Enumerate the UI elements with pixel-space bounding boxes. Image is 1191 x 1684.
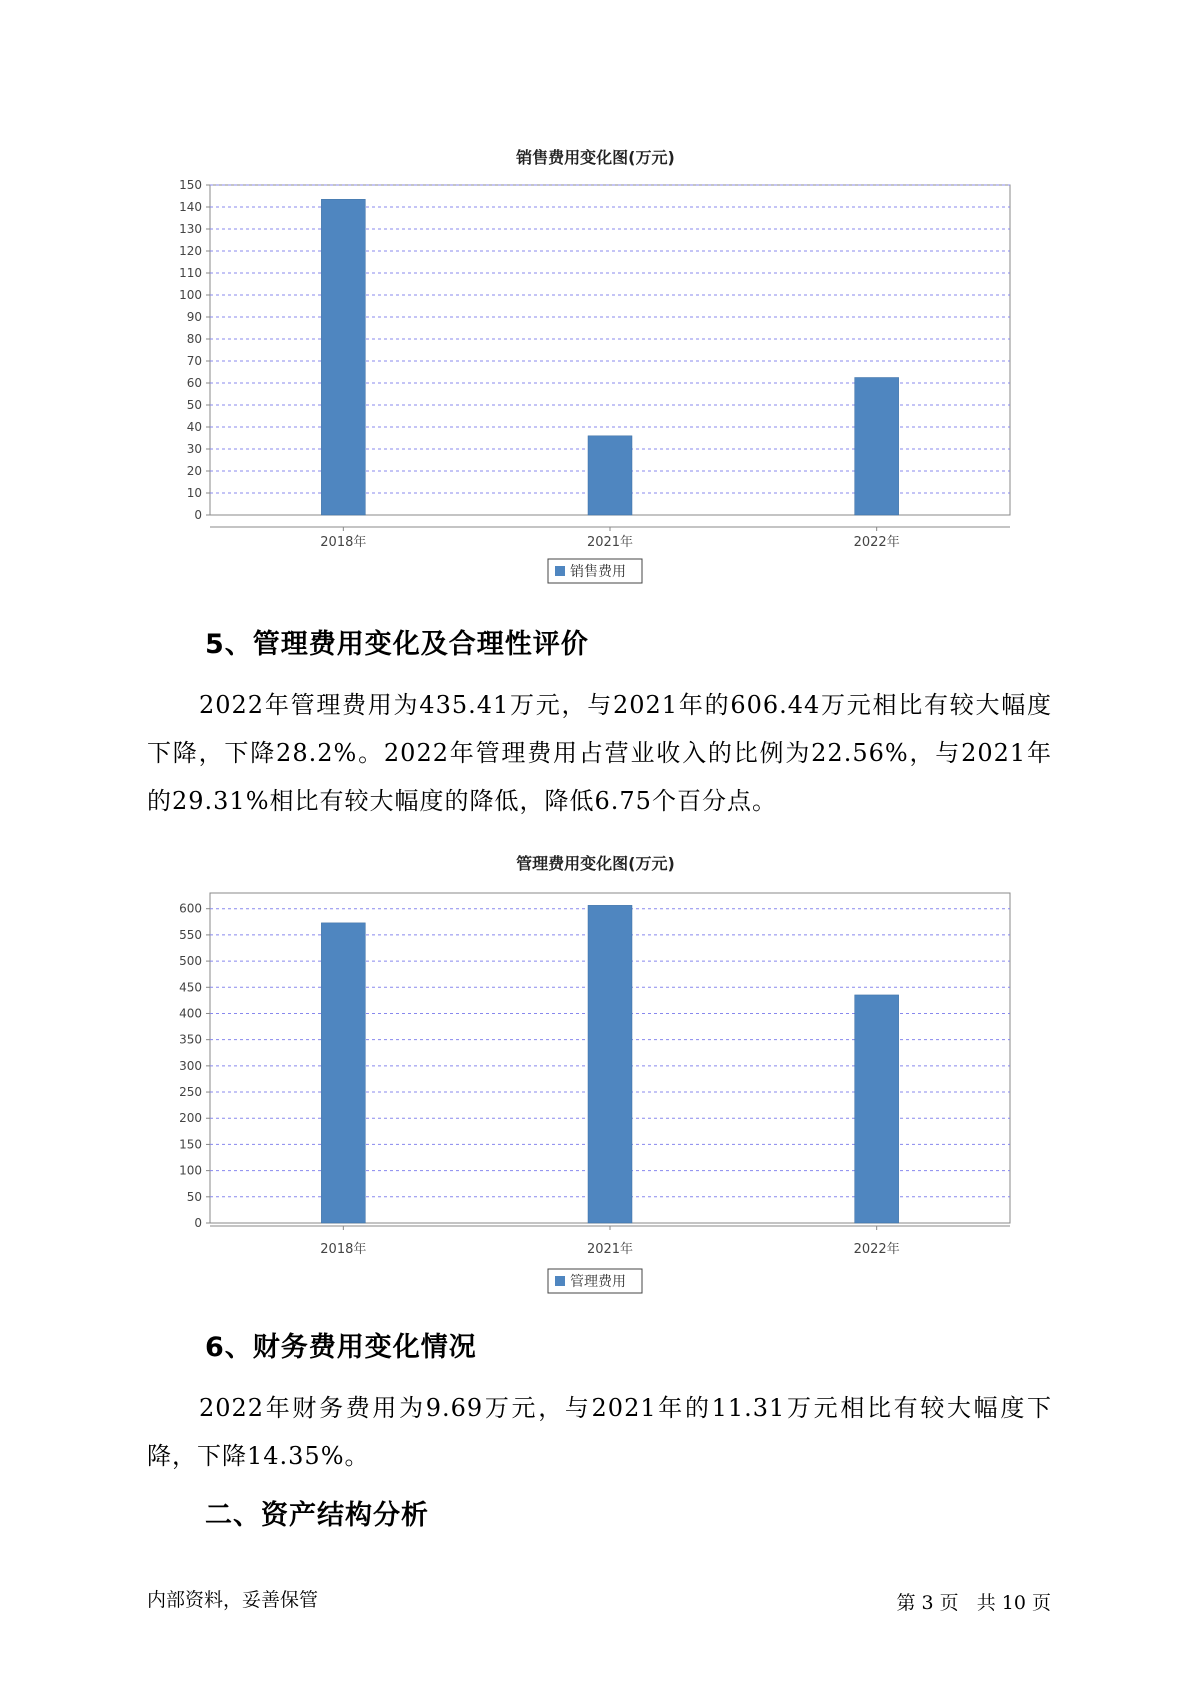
x-tick-label: 2022年 [853,535,900,550]
y-tick-label: 140 [179,200,202,214]
bar-2022年 [855,995,899,1223]
y-tick-label: 400 [179,1006,202,1021]
y-tick-label: 150 [179,1137,202,1152]
x-tick-label: 2021年 [586,1242,634,1257]
y-tick-label: 250 [179,1085,202,1100]
admin-expense-heading: 5、管理费用变化及合理性评价 [205,629,589,660]
admin-chart-title: 管理费用变化图(万元) [516,854,675,873]
y-tick-label: 500 [179,954,202,969]
y-tick-label: 20 [186,464,202,478]
y-tick-label: 350 [179,1032,202,1047]
y-tick-label: 300 [179,1058,202,1073]
y-tick-label: 130 [179,222,202,236]
y-tick-label: 110 [179,266,202,280]
y-tick-label: 70 [186,354,202,368]
legend-swatch [555,1276,565,1286]
y-tick-label: 60 [186,376,202,390]
finance-expense-heading: 6、财务费用变化情况 [205,1332,477,1363]
y-tick-label: 150 [179,178,202,192]
y-tick-label: 50 [186,398,202,412]
y-tick-label: 0 [194,508,202,522]
footer-confidential: 内部资料，妥善保管 [147,1589,319,1611]
x-tick-label: 2018年 [320,535,367,550]
sales-chart-title: 销售费用变化图(万元) [516,148,675,167]
y-tick-label: 90 [186,310,202,324]
legend-label: 销售费用 [570,564,626,580]
x-tick-label: 2018年 [320,1242,367,1257]
y-tick-label: 100 [179,288,202,302]
y-tick-label: 80 [186,332,202,346]
admin-expense-paragraph: 2022年管理费用为435.41万元，与2021年的606.44万元相比有较大幅度下降，下降28.2%。2022年管理费用占营业收入的比例为22.56%，与2021年的29.31%相比有较大幅度的降低，降低6.75个百分点。 [147,691,1052,815]
footer-page-number: 第 3 页 共 10 页 [896,1592,1051,1614]
y-tick-label: 0 [194,1216,202,1230]
y-tick-label: 40 [186,420,202,434]
y-tick-label: 450 [179,980,202,995]
x-tick-label: 2022年 [853,1242,900,1257]
y-tick-label: 50 [186,1189,202,1204]
y-tick-label: 30 [186,442,202,456]
y-tick-label: 100 [179,1163,202,1178]
bar-2021年 [588,905,632,1223]
y-tick-label: 600 [179,901,202,916]
y-tick-label: 200 [179,1111,202,1126]
bar-2018年 [321,923,365,1223]
y-tick-label: 10 [186,486,202,500]
asset-structure-heading: 二、资产结构分析 [205,1500,429,1531]
finance-expense-paragraph: 2022年财务费用为9.69万元，与2021年的11.31万元相比有较大幅度下降，下降14.35%。 [147,1394,1052,1470]
y-tick-label: 120 [179,244,202,258]
legend-label: 管理费用 [570,1274,626,1290]
x-tick-label: 2021年 [586,535,634,550]
y-tick-label: 550 [179,927,202,942]
